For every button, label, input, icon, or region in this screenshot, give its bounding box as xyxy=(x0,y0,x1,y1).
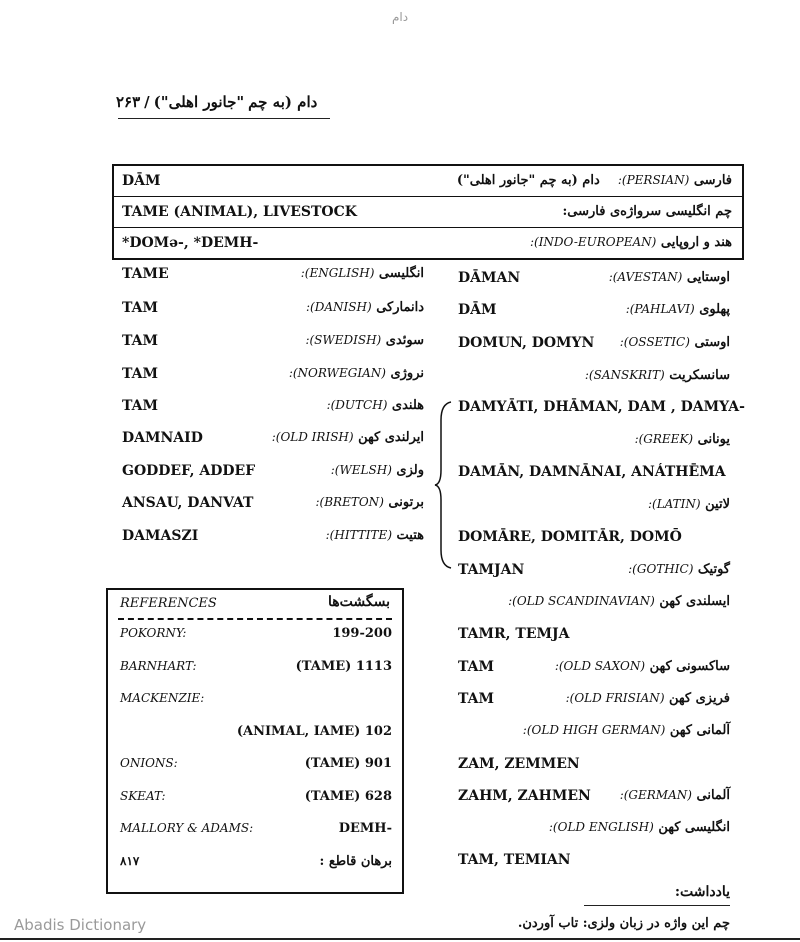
lang-value: ZAHM, ZAHMEN xyxy=(458,788,591,804)
header-page-number: ۲۶۳ xyxy=(116,93,141,111)
indo-european-value: *DOMə-, *DEMH- xyxy=(122,235,259,251)
lang-value: DAMASZI xyxy=(122,528,199,544)
lang-label: انگلیسی کهن (OLD ENGLISH): xyxy=(548,820,730,835)
lang-label: آلمانی (GERMAN): xyxy=(619,788,730,803)
reference-entry: برهان قاطع : xyxy=(319,854,392,869)
note-text: چم این واژه در زبان ولزی: تاب آوردن. xyxy=(517,916,730,931)
lang-value: DAMĀN, DAMNĀNAI, ANÁTHĒMA xyxy=(458,464,726,480)
references-title: REFERENCES xyxy=(120,596,217,611)
lang-value: TAM xyxy=(458,659,495,675)
reference-entry: 199-200 xyxy=(332,626,392,641)
lang-value: TAM xyxy=(122,333,159,349)
lang-label: برتونی (BRETON): xyxy=(315,495,424,510)
reference-source: BARNHART: xyxy=(120,659,197,673)
lang-label: هتیت (HITTITE): xyxy=(325,528,424,543)
lang-value: TAM xyxy=(458,691,495,707)
main-entry-box xyxy=(112,164,744,260)
english-meaning-value: TAME (ANIMAL), LIVESTOCK xyxy=(122,204,357,220)
lang-value: TAM xyxy=(122,398,159,414)
lang-value: DAMNAID xyxy=(122,430,203,446)
header-separator: / xyxy=(144,93,150,111)
lang-value: TAMJAN xyxy=(458,562,525,578)
english-meaning-label: چم انگلیسی سرواژه‌ی فارسی: xyxy=(562,204,732,219)
indo-european-label: هند و اروپایی (INDO-EUROPEAN): xyxy=(529,235,732,250)
header-rule xyxy=(118,118,330,119)
lang-value: DOMUN, DOMYN xyxy=(458,335,595,351)
note-rule xyxy=(584,905,730,906)
lang-label: نروژی (NORWEGIAN): xyxy=(288,366,424,381)
lang-label: ساکسونی کهن (OLD SAXON): xyxy=(554,659,730,674)
indo-european-row xyxy=(114,228,742,259)
lang-value: TAM xyxy=(122,300,159,316)
lang-label: انگلیسی (ENGLISH): xyxy=(300,266,424,281)
reference-source: POKORNY: xyxy=(120,626,187,640)
lang-label: هلندی (DUTCH): xyxy=(326,398,424,413)
lang-label: لاتین (LATIN): xyxy=(647,497,730,512)
brace-icon xyxy=(433,400,455,570)
lang-value: ANSAU, DANVAT xyxy=(122,495,254,511)
lang-label: اوستایی (AVESTAN): xyxy=(608,270,730,285)
lang-label: گوتیک (GOTHIC): xyxy=(628,562,730,577)
lang-label: یونانی (GREEK): xyxy=(634,432,730,447)
lang-value: DOMĀRE, DOMITĀR, DOMŌ xyxy=(458,529,682,545)
header-quoted: "جانور اهلی") xyxy=(153,93,245,111)
lang-value: DAMYĀTI, DHĀMAN, DAM , DAMYA- xyxy=(458,399,745,415)
lang-value: DĀM xyxy=(458,302,497,318)
reference-source: MALLORY & ADAMS: xyxy=(120,821,254,835)
lang-value: GODDEF, ADDEF xyxy=(122,463,256,479)
lang-label: اوستی (OSSETIC): xyxy=(619,335,730,350)
top-caption: دام xyxy=(391,10,409,24)
lang-value: TAMR, TEMJA xyxy=(458,626,570,642)
reference-source: ۸۱۷ xyxy=(120,854,140,868)
lang-label: ایرلندی کهن (OLD IRISH): xyxy=(271,430,424,445)
lang-value: DĀMAN xyxy=(458,270,521,286)
lang-label: ایسلندی کهن (OLD SCANDINAVIAN): xyxy=(508,594,730,609)
lang-value: TAM xyxy=(122,366,159,382)
reference-entry: (ANIMAL, IAME) 102 xyxy=(236,724,392,739)
reference-entry: DEMH- xyxy=(338,821,392,836)
lang-label: ولزی (WELSH): xyxy=(330,463,424,478)
lang-label: سانسکریت (SANSKRIT): xyxy=(584,368,730,383)
english-meaning-row xyxy=(114,197,742,228)
persian-row xyxy=(114,166,742,197)
reference-source: ONIONS: xyxy=(120,756,178,770)
reference-entry: (TAME) 1113 xyxy=(295,659,392,674)
persian-label: فارسی (PERSIAN): دام (به چم "جانور اهلی") xyxy=(456,173,732,188)
lang-label: آلمانی کهن (OLD HIGH GERMAN): xyxy=(522,723,730,738)
lang-label: پهلوی (PAHLAVI): xyxy=(625,302,730,317)
reference-source: SKEAT: xyxy=(120,789,166,803)
header-word: دام (به چم xyxy=(248,93,318,111)
references-title-persian: بسگشت‌ها xyxy=(327,594,390,610)
watermark: Abadis Dictionary xyxy=(14,916,147,934)
lang-label: سوئدی (SWEDISH): xyxy=(305,333,424,348)
note-title: یادداشت: xyxy=(674,884,730,900)
persian-latin: DĀM xyxy=(122,173,161,189)
lang-value: ZAM, ZEMMEN xyxy=(458,756,580,772)
reference-entry: (TAME) 628 xyxy=(304,789,392,804)
lang-label: فریزی کهن (OLD FRISIAN): xyxy=(565,691,730,706)
reference-source: MACKENZIE: xyxy=(120,691,205,705)
reference-entry: (TAME) 901 xyxy=(304,756,392,771)
bottom-rule xyxy=(0,938,800,940)
lang-value: TAM, TEMIAN xyxy=(458,852,571,868)
references-divider xyxy=(118,618,392,620)
references-box xyxy=(106,588,404,894)
lang-value: TAME xyxy=(122,266,169,282)
page-header xyxy=(116,93,332,111)
lang-label: دانمارکی (DANISH): xyxy=(306,300,424,315)
